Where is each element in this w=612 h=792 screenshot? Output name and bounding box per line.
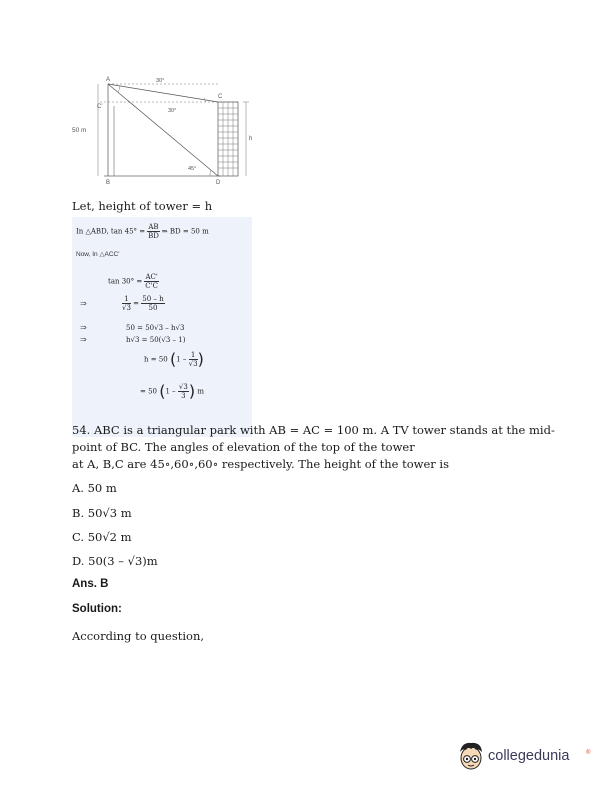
eq6-fraction [178, 383, 189, 400]
line1-den: BD [148, 232, 159, 240]
eq6-one: 1 – [165, 387, 176, 396]
eq2-equals: = [133, 299, 140, 308]
question-line-1: 54. ABC is a triangular park with AB = AC = 100 m. A TV tower stands at the mid- [72, 423, 555, 437]
eq2-rhs-fraction [141, 295, 164, 312]
label-b: B [106, 180, 111, 186]
brand-reg: ® [586, 750, 591, 756]
intro-line: Let, height of tower = h [72, 199, 213, 213]
label-a: A [106, 77, 111, 83]
eq1-den: C'C [145, 282, 158, 290]
arrow-1: ⇒ [80, 299, 87, 308]
eq5-one: 1 – [176, 355, 187, 364]
eq6-unit: m [197, 387, 204, 396]
angle-mid: 30° [168, 108, 177, 114]
eq6-num: √3 [178, 383, 188, 391]
solution-block [72, 217, 252, 437]
option-d: D. 50(3 – √3)m [72, 554, 158, 568]
eq-3: 50 = 50√3 – h√3 [126, 324, 185, 332]
line1-prefix: In △ABD, tan 45° = [76, 227, 146, 236]
eq5-num: 1 [189, 351, 198, 360]
line1-num: AB [148, 223, 159, 231]
arrow-3: ⇒ [80, 335, 87, 344]
question-line-2: point of BC. The angles of elevation of the top of the tower [72, 440, 415, 454]
eq5-lhs: h = 50 [144, 355, 168, 364]
arrow-2: ⇒ [80, 323, 87, 332]
label-h: h [249, 136, 253, 142]
eq-2 [122, 295, 165, 312]
collegedunia-logo[interactable] [456, 738, 596, 774]
eq-1 [108, 273, 159, 290]
angle-top: 30° [156, 78, 165, 84]
eq6-lhs: = 50 [140, 387, 157, 396]
eq2-lhs-num: 1 [122, 295, 131, 304]
eq2-rhs-num: 50 – h [142, 295, 164, 303]
question-line-3: at A, B,C are 45∘,60∘,60∘ respectively. The height of the tower is [72, 457, 450, 471]
label-c: C [218, 94, 223, 100]
eq1-fraction [144, 273, 158, 290]
eq-4: h√3 = 50(√3 – 1) [126, 336, 186, 344]
mascot-icon [456, 738, 486, 774]
label-d: D [216, 180, 221, 186]
eq6-den: 3 [181, 392, 186, 400]
eq1-num: AC' [145, 273, 158, 281]
option-c: C. 50√2 m [72, 530, 132, 544]
eq2-rhs-den: 50 [148, 304, 158, 312]
eq-6: = 50 (1 – $\frac{√3}{3}$ ) m [140, 381, 204, 401]
brand-name: collegedunia [488, 748, 570, 764]
line1-fraction [147, 223, 159, 240]
eq5-fraction [189, 351, 198, 368]
eq2-lhs-den: √3 [122, 304, 131, 312]
tower-diagram [68, 72, 268, 190]
angle-bottom: 45° [188, 166, 197, 172]
label-c-prime: C' [97, 104, 103, 110]
answer: Ans. B [72, 578, 109, 590]
option-a: A. 50 m [72, 481, 117, 495]
line1-suffix: ⇒ BD = 50 m [161, 227, 209, 236]
according-line: According to question, [72, 629, 205, 643]
eq1-lhs: tan 30° = [108, 277, 143, 286]
now-line: Now, In △ACC' [76, 251, 120, 258]
eq-5: h = 50 (1 – $\frac{1}{√3}$ ) [144, 349, 204, 369]
eq2-lhs-fraction [122, 295, 131, 312]
eq5-den: √3 [188, 360, 198, 368]
label-50m: 50 m [72, 127, 87, 134]
solution-line-1 [76, 223, 209, 240]
option-b: B. 50√3 m [72, 506, 132, 520]
solution-label: Solution: [72, 603, 122, 615]
